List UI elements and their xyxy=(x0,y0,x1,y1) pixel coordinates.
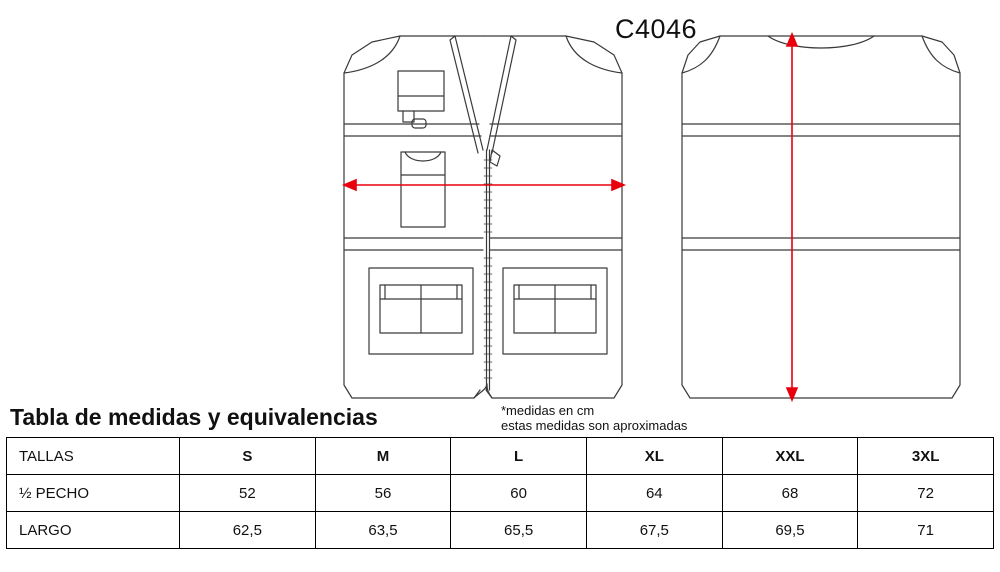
measurement-notes xyxy=(501,403,687,433)
cell-half-chest-s: 52 xyxy=(180,475,316,512)
size-measurements-table xyxy=(6,437,994,549)
cell-half-chest-xxl: 68 xyxy=(722,475,858,512)
table-header-row xyxy=(7,438,994,475)
row-label-length: LARGO xyxy=(7,512,180,549)
cell-length-xl: 67,5 xyxy=(586,512,722,549)
header-size-3xl: 3XL xyxy=(858,438,994,475)
measurement-arrows xyxy=(344,34,797,400)
horizontal-chest-measurement-arrow xyxy=(344,180,624,190)
vest-front-technical-drawing xyxy=(344,36,622,398)
cell-half-chest-m: 56 xyxy=(315,475,451,512)
header-sizes: TALLAS xyxy=(7,438,180,475)
header-size-s: S xyxy=(180,438,316,475)
vest-back-technical-drawing xyxy=(682,36,960,398)
note-line-2: estas medidas son aproximadas xyxy=(501,418,688,433)
model-code-label: C4046 xyxy=(615,14,698,44)
cell-half-chest-l: 60 xyxy=(451,475,587,512)
cell-half-chest-3xl: 72 xyxy=(858,475,994,512)
table-title: Tabla de medidas y equivalencias xyxy=(10,404,378,430)
header-size-xl: XL xyxy=(586,438,722,475)
header-size-m: M xyxy=(315,438,451,475)
row-label-half-chest: ½ PECHO xyxy=(7,475,180,512)
cell-half-chest-xl: 64 xyxy=(586,475,722,512)
cell-length-xxl: 69,5 xyxy=(722,512,858,549)
vertical-length-measurement-arrow xyxy=(787,34,797,400)
cell-length-s: 62,5 xyxy=(180,512,316,549)
cell-length-m: 63,5 xyxy=(315,512,451,549)
header-size-xxl: XXL xyxy=(722,438,858,475)
table-row xyxy=(7,475,994,512)
table-row xyxy=(7,512,994,549)
header-size-l: L xyxy=(451,438,587,475)
cell-length-l: 65,5 xyxy=(451,512,587,549)
cell-length-3xl: 71 xyxy=(858,512,994,549)
note-line-1: *medidas en cm xyxy=(501,403,595,418)
